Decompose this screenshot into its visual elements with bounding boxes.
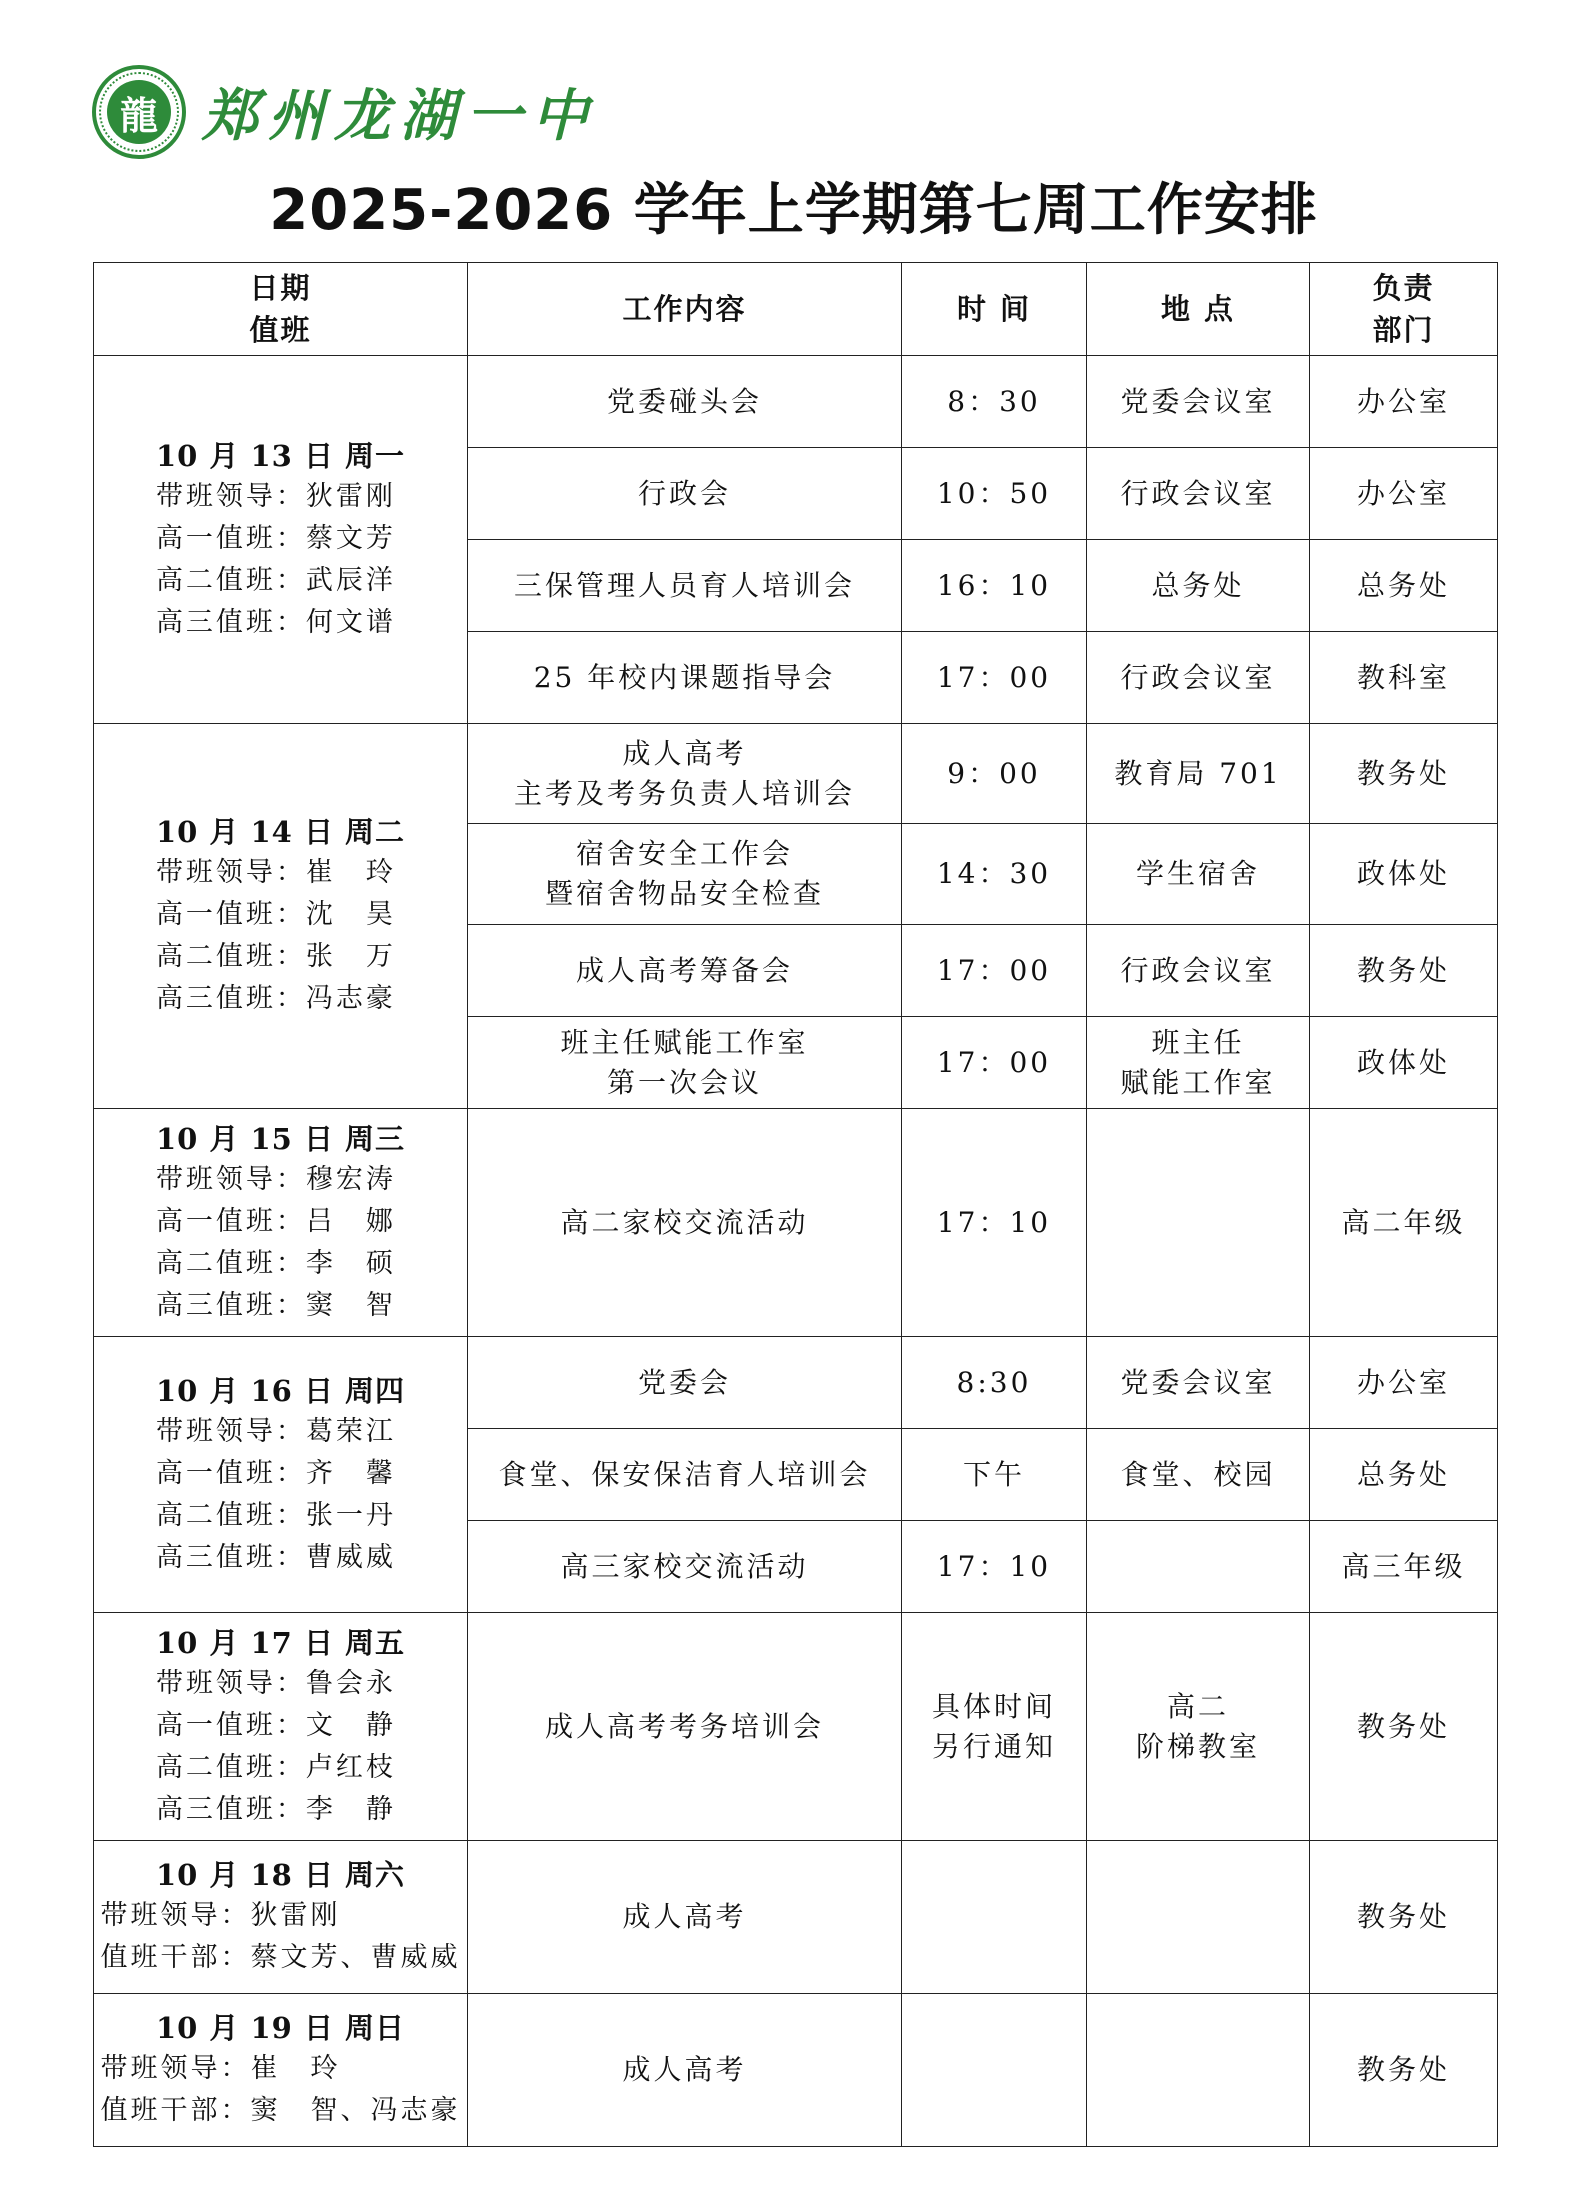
work-content: 成人高考筹备会 [468, 925, 902, 1017]
work-time: 16：10 [902, 540, 1087, 632]
cell-line: 主考及考务负责人培训会 [513, 776, 855, 810]
work-place: 党委会议室 [1087, 1337, 1310, 1429]
work-place [1087, 1841, 1310, 1994]
responsible-dept: 教务处 [1310, 925, 1498, 1017]
duty-person: 值班干部：蔡文芳、曹威威 [100, 1942, 461, 1973]
header-content: 工作内容 [468, 263, 902, 356]
duty-person: 高三值班：曹威威 [155, 1541, 396, 1573]
day-duty-cell [94, 356, 468, 724]
work-content: 食堂、保安保洁育人培训会 [468, 1429, 902, 1521]
table-row [94, 1337, 1498, 1429]
responsible-dept: 高二年级 [1310, 1109, 1498, 1337]
cell-line: 赋能工作室 [1120, 1065, 1276, 1099]
work-time: 17：00 [902, 1017, 1087, 1109]
work-time: 下午 [902, 1429, 1087, 1521]
duty-person: 高一值班：齐 馨 [155, 1457, 396, 1489]
work-place: 行政会议室 [1087, 448, 1310, 540]
seal-ring [99, 72, 179, 152]
day-date: 10 月 16 日 周四 [155, 1373, 406, 1408]
duty-person: 高一值班：蔡文芳 [155, 522, 396, 554]
work-time: 17：10 [902, 1109, 1087, 1337]
table-row [94, 1613, 1498, 1841]
work-content: 党委会 [468, 1337, 902, 1429]
work-content: 高三家校交流活动 [468, 1521, 902, 1613]
cell-line: 宿舍安全工作会 [575, 837, 793, 870]
cell-line: 暨宿舍物品安全检查 [544, 877, 824, 910]
duty-person: 带班领导：狄雷刚 [100, 1900, 341, 1931]
day-duty-cell [94, 1994, 468, 2147]
responsible-dept: 办公室 [1310, 448, 1498, 540]
work-content [468, 724, 902, 824]
duty-person: 带班领导：鲁会永 [155, 1667, 396, 1699]
day-date: 10 月 15 日 周三 [155, 1121, 406, 1156]
responsible-dept: 总务处 [1310, 540, 1498, 632]
cell-line: 另行通知 [931, 1729, 1056, 1763]
work-content: 党委碰头会 [468, 356, 902, 448]
work-place [1087, 1109, 1310, 1337]
responsible-dept: 教务处 [1310, 724, 1498, 824]
work-time [902, 1841, 1087, 1994]
seal-char: 龍 [107, 80, 171, 144]
duty-block [156, 436, 405, 644]
responsible-dept: 办公室 [1310, 356, 1498, 448]
responsible-dept: 教务处 [1310, 1841, 1498, 1994]
work-time [902, 1994, 1087, 2147]
work-content: 成人高考 [468, 1994, 902, 2147]
cell-line: 具体时间 [931, 1689, 1056, 1723]
work-content: 25 年校内课题指导会 [468, 632, 902, 724]
header-place: 地 点 [1087, 263, 1310, 356]
work-time: 9：00 [902, 724, 1087, 824]
duty-person: 带班领导：狄雷刚 [155, 480, 396, 512]
work-content: 行政会 [468, 448, 902, 540]
duty-person: 高一值班：吕 娜 [155, 1205, 396, 1237]
duty-person: 值班干部：窦 智、冯志豪 [100, 2095, 461, 2126]
cell-line: 阶梯教室 [1135, 1729, 1260, 1763]
school-name-logo: 郑州龙湖一中 [202, 84, 598, 149]
work-place [1087, 1521, 1310, 1613]
duty-block [156, 1371, 405, 1579]
duty-person: 高一值班：沈 昊 [155, 899, 396, 930]
work-time: 8:30 [902, 1337, 1087, 1429]
day-duty-cell [94, 1841, 468, 1994]
cell-line: 高二 [1166, 1689, 1229, 1723]
day-date: 10 月 13 日 周一 [155, 438, 406, 473]
duty-block [101, 2008, 461, 2132]
duty-block [156, 1119, 405, 1327]
day-date: 10 月 19 日 周日 [155, 2011, 406, 2045]
duty-person: 高三值班：冯志豪 [155, 983, 396, 1014]
table-row [94, 1109, 1498, 1337]
work-time: 8：30 [902, 356, 1087, 448]
responsible-dept: 总务处 [1310, 1429, 1498, 1521]
work-time: 17：00 [902, 632, 1087, 724]
responsible-dept: 政体处 [1310, 1017, 1498, 1109]
header-time: 时 间 [902, 263, 1087, 356]
responsible-dept: 教科室 [1310, 632, 1498, 724]
duty-person: 高二值班：李 硕 [155, 1247, 396, 1279]
work-place: 学生宿舍 [1087, 824, 1310, 925]
duty-person: 带班领导：崔 玲 [100, 2053, 341, 2084]
duty-person: 高二值班：卢红枝 [155, 1751, 396, 1783]
duty-block [156, 1623, 405, 1831]
duty-person: 高三值班：李 静 [155, 1793, 396, 1825]
header-dept: 负责 部门 [1310, 263, 1498, 356]
table-row [94, 724, 1498, 824]
schedule-table [93, 262, 1498, 2147]
cell-line: 成人高考 [622, 736, 747, 770]
header-date-duty: 日期 值班 [94, 263, 468, 356]
duty-block [156, 812, 405, 1020]
responsible-dept: 办公室 [1310, 1337, 1498, 1429]
day-date: 10 月 17 日 周五 [155, 1625, 406, 1660]
duty-person: 高一值班：文 静 [155, 1709, 396, 1741]
work-place [1087, 1017, 1310, 1109]
work-time: 10：50 [902, 448, 1087, 540]
duty-person: 带班领导：葛荣江 [155, 1415, 396, 1447]
table-header-row [94, 263, 1498, 356]
responsible-dept: 政体处 [1310, 824, 1498, 925]
work-content [468, 824, 902, 925]
duty-person: 高二值班：张一丹 [155, 1499, 396, 1531]
school-seal-logo [92, 65, 186, 159]
work-place [1087, 1613, 1310, 1841]
cell-line: 第一次会议 [606, 1065, 762, 1099]
work-content: 成人高考 [468, 1841, 902, 1994]
cell-line: 班主任 [1151, 1025, 1245, 1059]
work-place: 行政会议室 [1087, 632, 1310, 724]
work-content: 成人高考考务培训会 [468, 1613, 902, 1841]
work-content: 高二家校交流活动 [468, 1109, 902, 1337]
work-time: 17：10 [902, 1521, 1087, 1613]
duty-person: 带班领导：崔 玲 [155, 857, 396, 888]
work-place [1087, 1994, 1310, 2147]
cell-line: 班主任赋能工作室 [560, 1025, 809, 1059]
day-duty-cell [94, 1613, 468, 1841]
table-row [94, 1994, 1498, 2147]
day-duty-cell [94, 1337, 468, 1613]
work-place: 行政会议室 [1087, 925, 1310, 1017]
work-place: 总务处 [1087, 540, 1310, 632]
duty-person: 高二值班：张 万 [155, 941, 396, 972]
table-row [94, 1841, 1498, 1994]
day-duty-cell [94, 724, 468, 1109]
day-date: 10 月 18 日 周六 [155, 1858, 406, 1892]
work-content [468, 1017, 902, 1109]
page-title: 2025-2026 学年上学期第七周工作安排 [269, 178, 1318, 243]
duty-person: 带班领导：穆宏涛 [155, 1163, 396, 1195]
duty-person: 高三值班：何文谱 [155, 606, 396, 638]
work-content: 三保管理人员育人培训会 [468, 540, 902, 632]
work-place: 食堂、校园 [1087, 1429, 1310, 1521]
duty-block [101, 1855, 461, 1979]
work-time: 17：00 [902, 925, 1087, 1017]
duty-person: 高二值班：武辰洋 [155, 564, 396, 596]
responsible-dept: 高三年级 [1310, 1521, 1498, 1613]
table-row [94, 356, 1498, 448]
work-time: 14：30 [902, 824, 1087, 925]
responsible-dept: 教务处 [1310, 1613, 1498, 1841]
responsible-dept: 教务处 [1310, 1994, 1498, 2147]
work-place: 党委会议室 [1087, 356, 1310, 448]
day-date: 10 月 14 日 周二 [155, 815, 406, 849]
school-header [92, 62, 598, 162]
day-duty-cell [94, 1109, 468, 1337]
work-place: 教育局 701 [1087, 724, 1310, 824]
duty-person: 高三值班：窦 智 [155, 1289, 396, 1321]
schedule-body [94, 356, 1498, 2147]
work-time [902, 1613, 1087, 1841]
